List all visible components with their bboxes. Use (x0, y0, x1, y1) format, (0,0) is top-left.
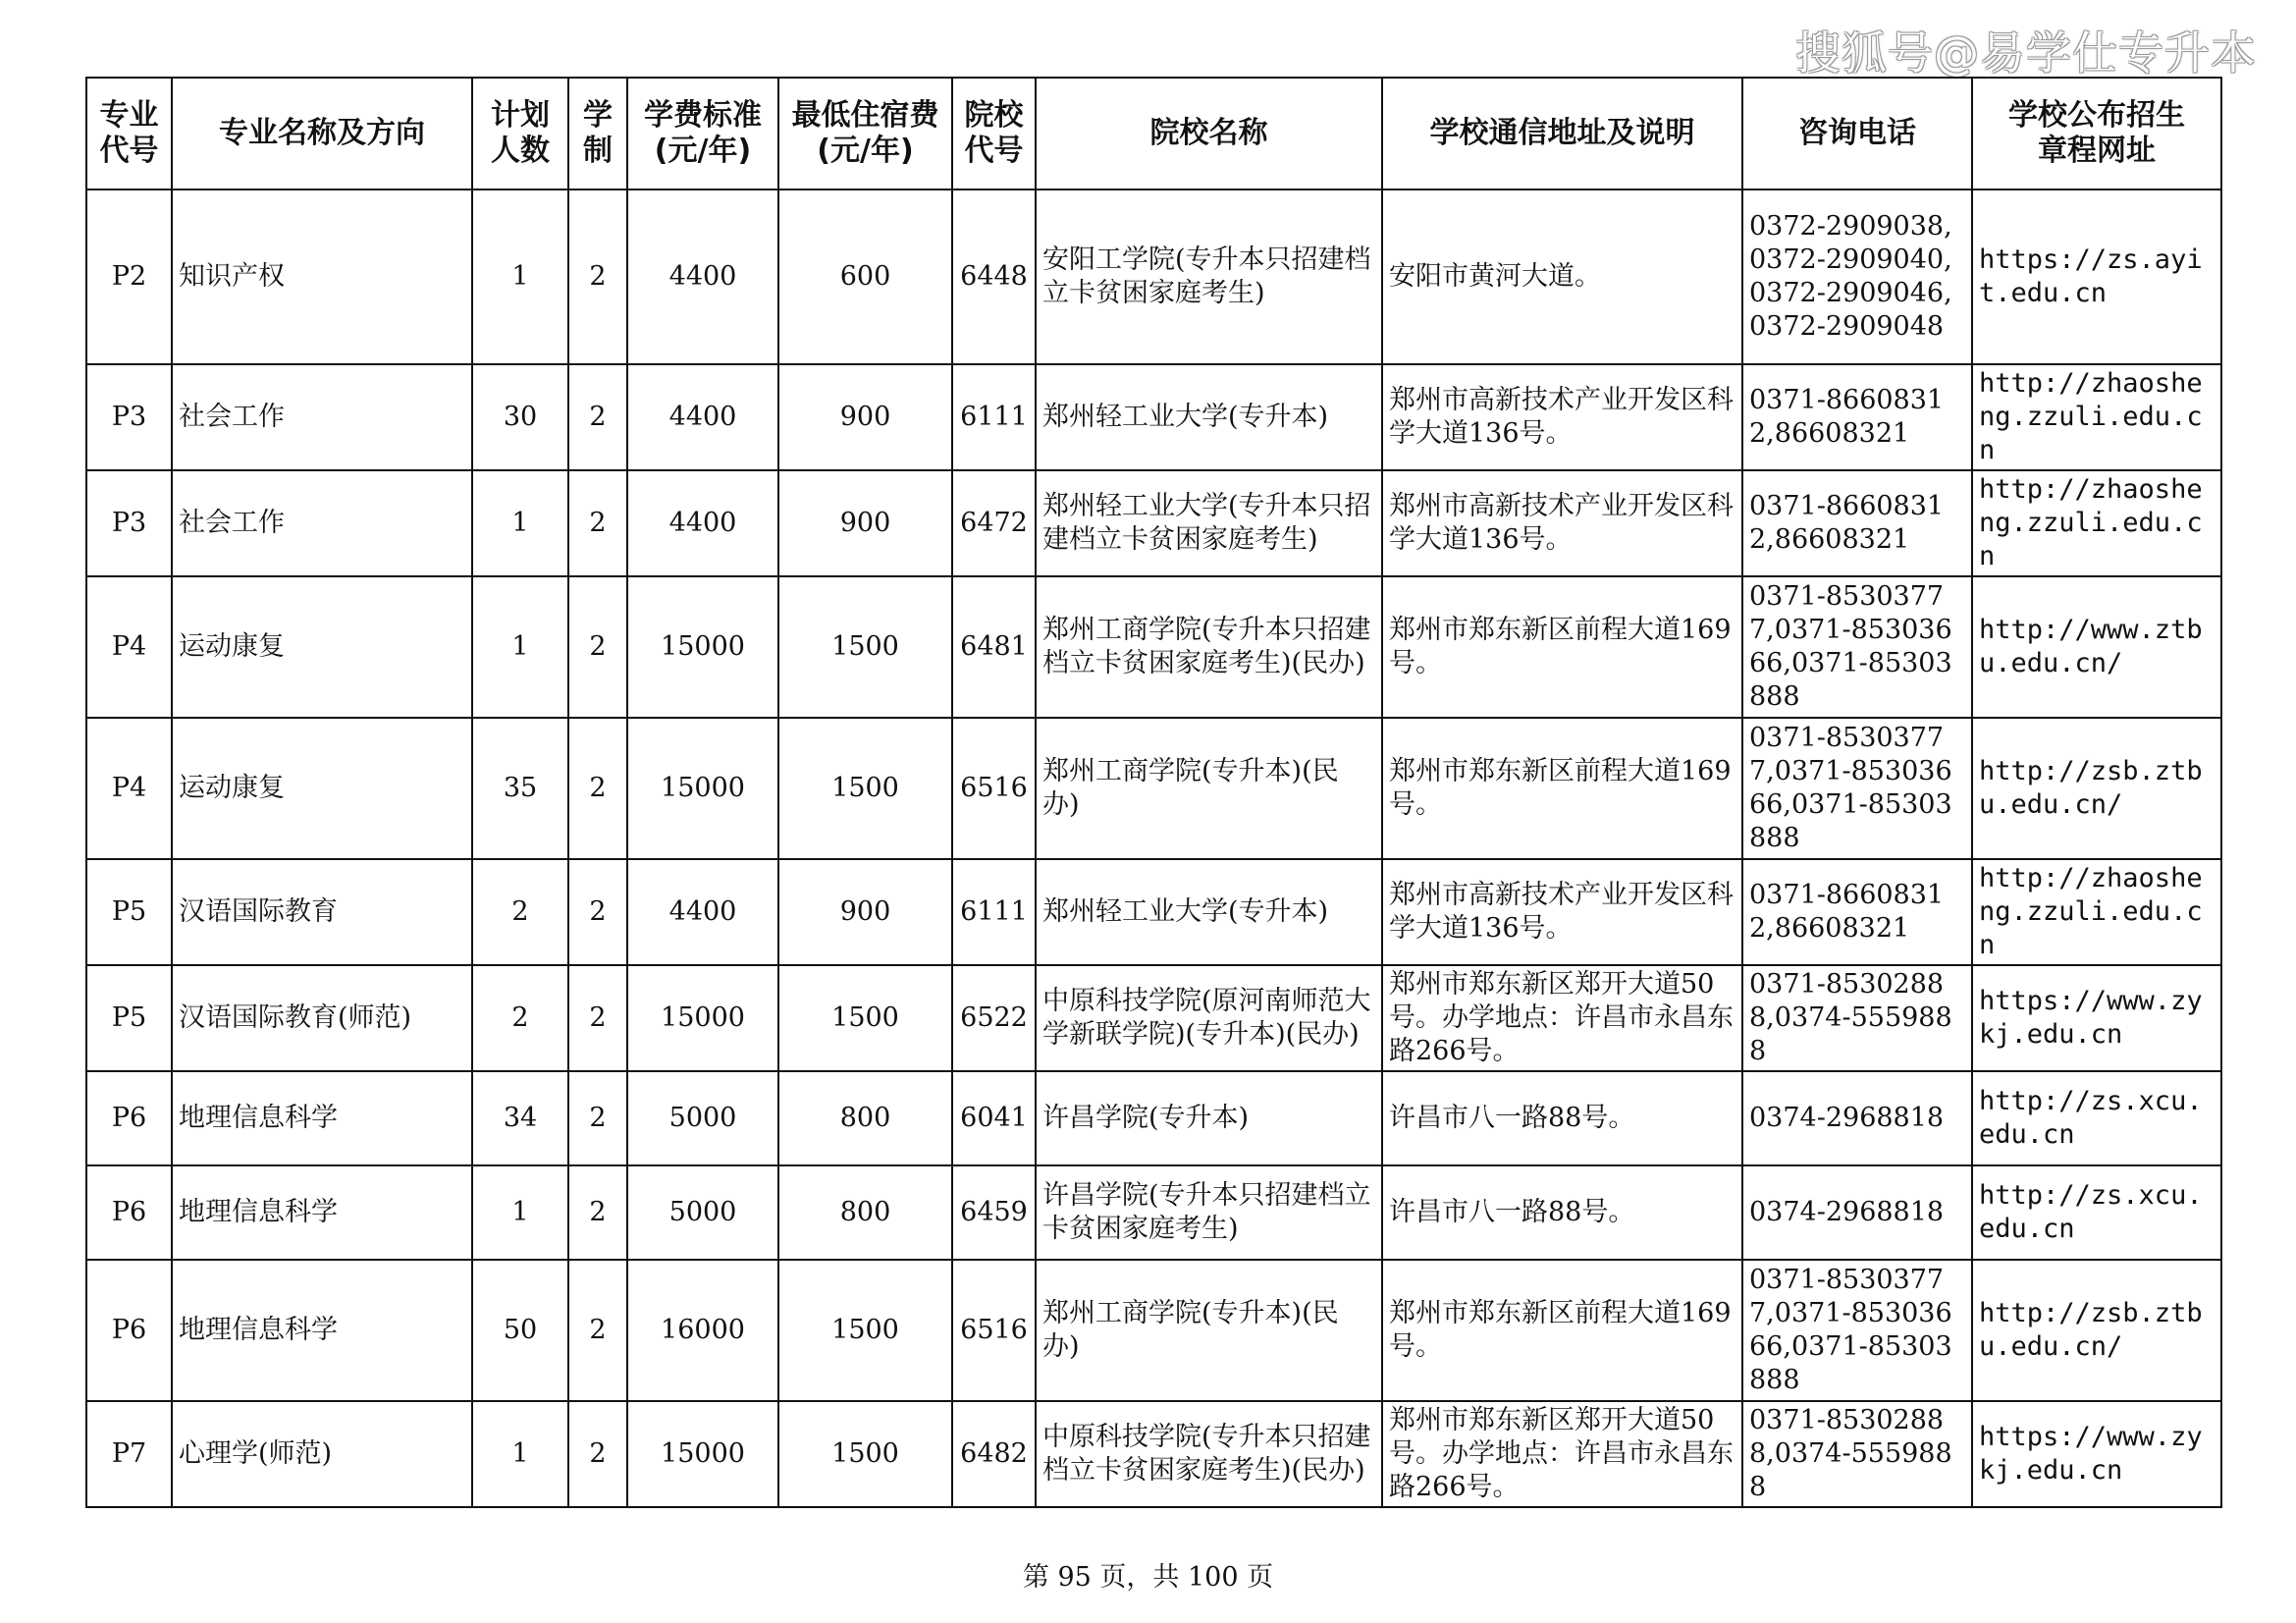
cell-dorm: 1500 (778, 718, 952, 859)
cell-tuition: 16000 (627, 1260, 778, 1401)
watermark-text: 搜狐号@易学仕专升本 (1795, 27, 2257, 80)
cell-school: 许昌学院(专升本) (1036, 1071, 1382, 1165)
cell-years: 2 (568, 189, 627, 364)
cell-school: 安阳工学院(专升本只招建档立卡贫困家庭考生) (1036, 189, 1382, 364)
cell-code: P4 (86, 718, 172, 859)
cell-tuition: 15000 (627, 576, 778, 718)
table-row (86, 859, 2221, 965)
table-row (86, 470, 2221, 576)
table-row (86, 965, 2221, 1071)
column-header-dorm: 最低住宿费 (元/年) (778, 78, 952, 189)
cell-plan: 30 (472, 364, 568, 470)
cell-code: P5 (86, 859, 172, 965)
cell-address: 许昌市八一路88号。 (1382, 1165, 1742, 1260)
cell-address: 许昌市八一路88号。 (1382, 1071, 1742, 1165)
cell-code: P3 (86, 470, 172, 576)
column-header-address: 学校通信地址及说明 (1382, 78, 1742, 189)
cell-school-code: 6482 (952, 1401, 1036, 1507)
cell-url: http://zhaosheng.zzuli.edu.cn (1972, 364, 2221, 470)
cell-plan: 50 (472, 1260, 568, 1401)
cell-address: 郑州市郑东新区前程大道169号。 (1382, 718, 1742, 859)
cell-major: 社会工作 (172, 470, 472, 576)
cell-school-code: 6459 (952, 1165, 1036, 1260)
column-header-major: 专业名称及方向 (172, 78, 472, 189)
table-row (86, 1071, 2221, 1165)
cell-phone: 0371-86608312,86608321 (1742, 364, 1972, 470)
cell-address: 郑州市高新技术产业开发区科学大道136号。 (1382, 859, 1742, 965)
cell-major: 汉语国际教育(师范) (172, 965, 472, 1071)
cell-major: 地理信息科学 (172, 1165, 472, 1260)
cell-plan: 34 (472, 1071, 568, 1165)
cell-years: 2 (568, 1071, 627, 1165)
cell-dorm: 600 (778, 189, 952, 364)
cell-school: 郑州轻工业大学(专升本只招建档立卡贫困家庭考生) (1036, 470, 1382, 576)
cell-years: 2 (568, 965, 627, 1071)
cell-tuition: 5000 (627, 1071, 778, 1165)
cell-years: 2 (568, 1165, 627, 1260)
cell-tuition: 4400 (627, 470, 778, 576)
cell-address: 郑州市郑东新区郑开大道50号。办学地点：许昌市永昌东路266号。 (1382, 965, 1742, 1071)
cell-dorm: 1500 (778, 965, 952, 1071)
cell-school: 郑州工商学院(专升本只招建档立卡贫困家庭考生)(民办) (1036, 576, 1382, 718)
table-row (86, 576, 2221, 718)
cell-tuition: 15000 (627, 1401, 778, 1507)
cell-dorm: 1500 (778, 1260, 952, 1401)
cell-school-code: 6481 (952, 576, 1036, 718)
cell-major: 汉语国际教育 (172, 859, 472, 965)
cell-school: 郑州工商学院(专升本)(民办) (1036, 1260, 1382, 1401)
column-header-tuition: 学费标准 (元/年) (627, 78, 778, 189)
cell-tuition: 4400 (627, 859, 778, 965)
cell-tuition: 5000 (627, 1165, 778, 1260)
cell-years: 2 (568, 364, 627, 470)
cell-school-code: 6448 (952, 189, 1036, 364)
cell-major: 社会工作 (172, 364, 472, 470)
cell-address: 郑州市郑东新区郑开大道50号。办学地点：许昌市永昌东路266号。 (1382, 1401, 1742, 1507)
cell-school-code: 6111 (952, 364, 1036, 470)
column-header-plan: 计划 人数 (472, 78, 568, 189)
column-header-school: 院校名称 (1036, 78, 1382, 189)
cell-phone: 0371-86608312,86608321 (1742, 859, 1972, 965)
cell-phone: 0371-86608312,86608321 (1742, 470, 1972, 576)
cell-major: 心理学(师范) (172, 1401, 472, 1507)
cell-url: http://zs.xcu.edu.cn (1972, 1071, 2221, 1165)
cell-url: http://zhaosheng.zzuli.edu.cn (1972, 859, 2221, 965)
cell-plan: 2 (472, 965, 568, 1071)
cell-school: 郑州轻工业大学(专升本) (1036, 364, 1382, 470)
cell-code: P2 (86, 189, 172, 364)
admissions-table (85, 77, 2222, 1508)
cell-school: 郑州工商学院(专升本)(民办) (1036, 718, 1382, 859)
cell-code: P6 (86, 1260, 172, 1401)
cell-years: 2 (568, 1401, 627, 1507)
table-row (86, 189, 2221, 364)
cell-school: 郑州轻工业大学(专升本) (1036, 859, 1382, 965)
cell-dorm: 900 (778, 859, 952, 965)
cell-code: P5 (86, 965, 172, 1071)
cell-url: http://zsb.ztbu.edu.cn/ (1972, 718, 2221, 859)
cell-phone: 0374-2968818 (1742, 1165, 1972, 1260)
cell-dorm: 900 (778, 364, 952, 470)
cell-dorm: 800 (778, 1165, 952, 1260)
cell-major: 地理信息科学 (172, 1260, 472, 1401)
cell-phone: 0371-85302888,0374-5559888 (1742, 965, 1972, 1071)
cell-phone: 0371-85303777,0371-85303666,0371-85303888 (1742, 576, 1972, 718)
cell-tuition: 15000 (627, 718, 778, 859)
cell-major: 知识产权 (172, 189, 472, 364)
cell-plan: 1 (472, 470, 568, 576)
cell-address: 郑州市郑东新区前程大道169号。 (1382, 1260, 1742, 1401)
column-header-code: 专业 代号 (86, 78, 172, 189)
cell-dorm: 900 (778, 470, 952, 576)
cell-url: http://zhaosheng.zzuli.edu.cn (1972, 470, 2221, 576)
cell-phone: 0372-2909038,0372-2909040,0372-2909046,0372-2909048 (1742, 189, 1972, 364)
cell-major: 运动康复 (172, 718, 472, 859)
table-row (86, 718, 2221, 859)
column-header-years: 学 制 (568, 78, 627, 189)
cell-phone: 0371-85303777,0371-85303666,0371-85303888 (1742, 718, 1972, 859)
column-header-school-code: 院校 代号 (952, 78, 1036, 189)
cell-school: 中原科技学院(原河南师范大学新联学院)(专升本)(民办) (1036, 965, 1382, 1071)
cell-url: http://zsb.ztbu.edu.cn/ (1972, 1260, 2221, 1401)
cell-school-code: 6111 (952, 859, 1036, 965)
cell-url: https://www.zykj.edu.cn (1972, 1401, 2221, 1507)
cell-url: https://zs.ayit.edu.cn (1972, 189, 2221, 364)
cell-tuition: 4400 (627, 364, 778, 470)
cell-school-code: 6522 (952, 965, 1036, 1071)
cell-address: 郑州市高新技术产业开发区科学大道136号。 (1382, 364, 1742, 470)
cell-code: P4 (86, 576, 172, 718)
cell-code: P7 (86, 1401, 172, 1507)
cell-plan: 2 (472, 859, 568, 965)
cell-school: 中原科技学院(专升本只招建档立卡贫困家庭考生)(民办) (1036, 1401, 1382, 1507)
cell-plan: 1 (472, 1165, 568, 1260)
cell-school-code: 6472 (952, 470, 1036, 576)
table-row (86, 364, 2221, 470)
cell-url: http://zs.xcu.edu.cn (1972, 1165, 2221, 1260)
cell-phone: 0371-85303777,0371-85303666,0371-85303888 (1742, 1260, 1972, 1401)
cell-tuition: 4400 (627, 189, 778, 364)
cell-code: P3 (86, 364, 172, 470)
cell-plan: 1 (472, 189, 568, 364)
cell-school-code: 6516 (952, 718, 1036, 859)
cell-years: 2 (568, 470, 627, 576)
cell-address: 郑州市高新技术产业开发区科学大道136号。 (1382, 470, 1742, 576)
cell-url: http://www.ztbu.edu.cn/ (1972, 576, 2221, 718)
cell-url: https://www.zykj.edu.cn (1972, 965, 2221, 1071)
cell-school-code: 6516 (952, 1260, 1036, 1401)
cell-plan: 35 (472, 718, 568, 859)
column-header-phone: 咨询电话 (1742, 78, 1972, 189)
cell-dorm: 1500 (778, 576, 952, 718)
table-row (86, 1260, 2221, 1401)
table-row (86, 1165, 2221, 1260)
cell-school: 许昌学院(专升本只招建档立卡贫困家庭考生) (1036, 1165, 1382, 1260)
cell-major: 运动康复 (172, 576, 472, 718)
cell-years: 2 (568, 1260, 627, 1401)
cell-school-code: 6041 (952, 1071, 1036, 1165)
cell-years: 2 (568, 859, 627, 965)
cell-dorm: 800 (778, 1071, 952, 1165)
cell-code: P6 (86, 1165, 172, 1260)
table-header-row (86, 78, 2221, 189)
cell-phone: 0374-2968818 (1742, 1071, 1972, 1165)
table-row (86, 1401, 2221, 1507)
cell-major: 地理信息科学 (172, 1071, 472, 1165)
cell-dorm: 1500 (778, 1401, 952, 1507)
cell-address: 安阳市黄河大道。 (1382, 189, 1742, 364)
cell-phone: 0371-85302888,0374-5559888 (1742, 1401, 1972, 1507)
page-footer: 第 95 页，共 100 页 (1022, 1562, 1274, 1593)
table-body (86, 189, 2221, 1507)
column-header-url: 学校公布招生 章程网址 (1972, 78, 2221, 189)
cell-address: 郑州市郑东新区前程大道169号。 (1382, 576, 1742, 718)
cell-tuition: 15000 (627, 965, 778, 1071)
cell-years: 2 (568, 576, 627, 718)
cell-years: 2 (568, 718, 627, 859)
cell-plan: 1 (472, 576, 568, 718)
cell-code: P6 (86, 1071, 172, 1165)
cell-plan: 1 (472, 1401, 568, 1507)
